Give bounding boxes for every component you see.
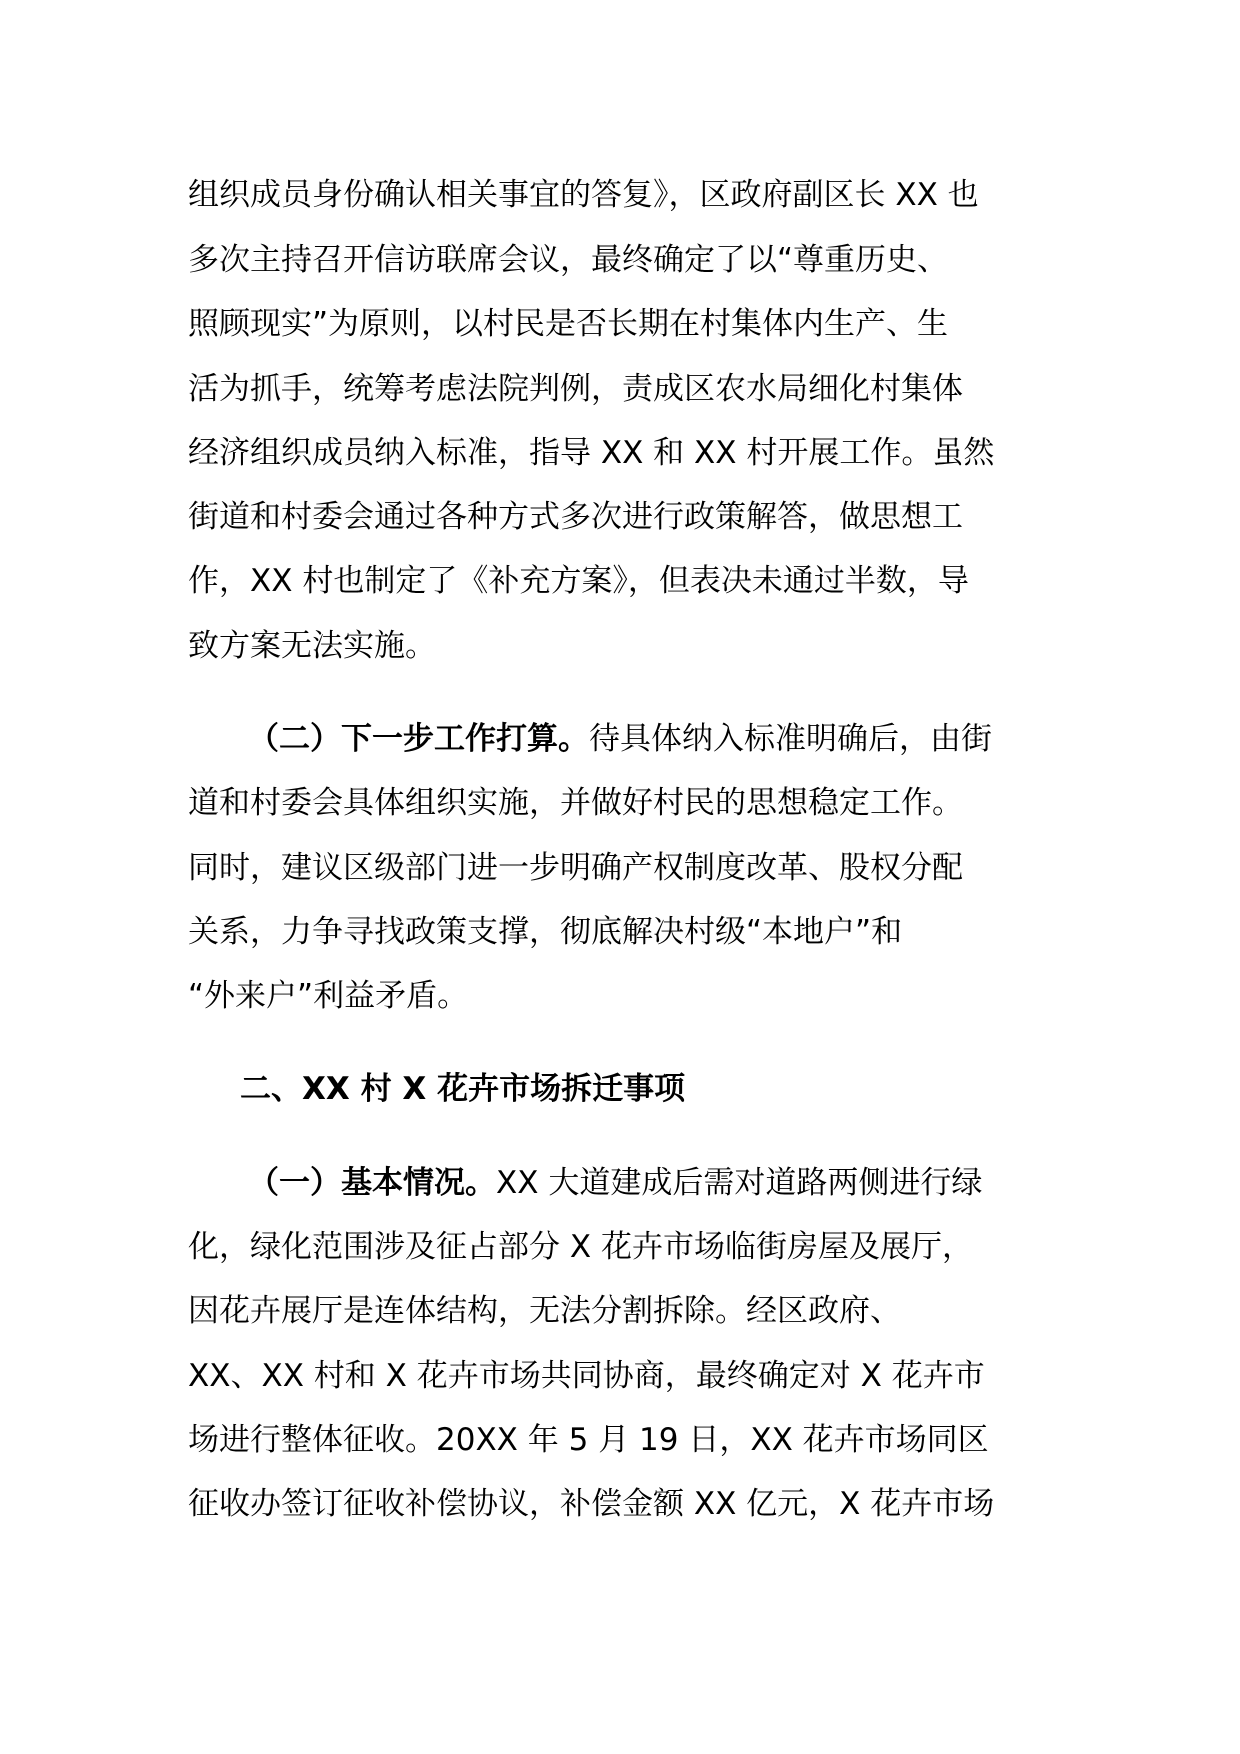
paragraph2-line-1: [248, 707, 992, 771]
paragraph1-line-3: 照顾现实”为原则，以村民是否长期在村集体内生产、生: [188, 306, 949, 342]
paragraph1-line-7: 作，XX 村也制定了《补充方案》，但表决未通过半数，导: [188, 563, 969, 599]
paragraph3-line-1: [248, 1151, 982, 1215]
paragraph1-line-4: 活为抓手，统筹考虑法院判例，责成区农水局细化村集体: [188, 371, 963, 407]
paragraph1-line-1: 组织成员身份确认相关事宜的答复》，区政府副区长 XX 也: [188, 177, 979, 213]
paragraph1-line-5: 经济组织成员纳入标准，指导 XX 和 XX 村开展工作。虽然: [188, 435, 995, 471]
paragraph3-line-5: 场进行整体征收。20XX 年 5 月 19 日，XX 花卉市场同区: [188, 1422, 989, 1458]
paragraph2-lead: （二）下一步工作打算。: [248, 721, 589, 757]
paragraph1-line-8: 致方案无法实施。: [188, 628, 436, 664]
paragraph2-line-5: “外来户”利益矛盾。: [188, 978, 469, 1014]
paragraph3-first-line-rest: XX 大道建成后需对道路两侧进行绿: [496, 1165, 983, 1201]
paragraph2-first-line-rest: 待具体纳入标准明确后，由街: [589, 721, 992, 757]
paragraph2-line-3: 同时，建议区级部门进一步明确产权制度改革、股权分配: [188, 850, 963, 886]
paragraph2-line-4: 关系，力争寻找政策支撑，彻底解决村级“本地户”和: [188, 914, 903, 950]
section-heading: 二、XX 村 X 花卉市场拆迁事项: [240, 1071, 686, 1107]
paragraph3-line-6: 征收办签订征收补偿协议，补偿金额 XX 亿元，X 花卉市场: [188, 1486, 995, 1522]
paragraph2-line-2: 道和村委会具体组织实施，并做好村民的思想稳定工作。: [188, 785, 963, 821]
paragraph3-lead: （一）基本情况。: [248, 1165, 496, 1201]
paragraph1-line-6: 街道和村委会通过各种方式多次进行政策解答，做思想工: [188, 499, 963, 535]
paragraph3-line-3: 因花卉展厅是连体结构，无法分割拆除。经区政府、: [188, 1293, 901, 1329]
paragraph3-line-4: XX、XX 村和 X 花卉市场共同协商，最终确定对 X 花卉市: [188, 1358, 985, 1394]
paragraph1-line-2: 多次主持召开信访联席会议，最终确定了以“尊重历史、: [188, 242, 949, 278]
paragraph3-line-2: 化，绿化范围涉及征占部分 X 花卉市场临街房屋及展厅，: [188, 1229, 973, 1265]
